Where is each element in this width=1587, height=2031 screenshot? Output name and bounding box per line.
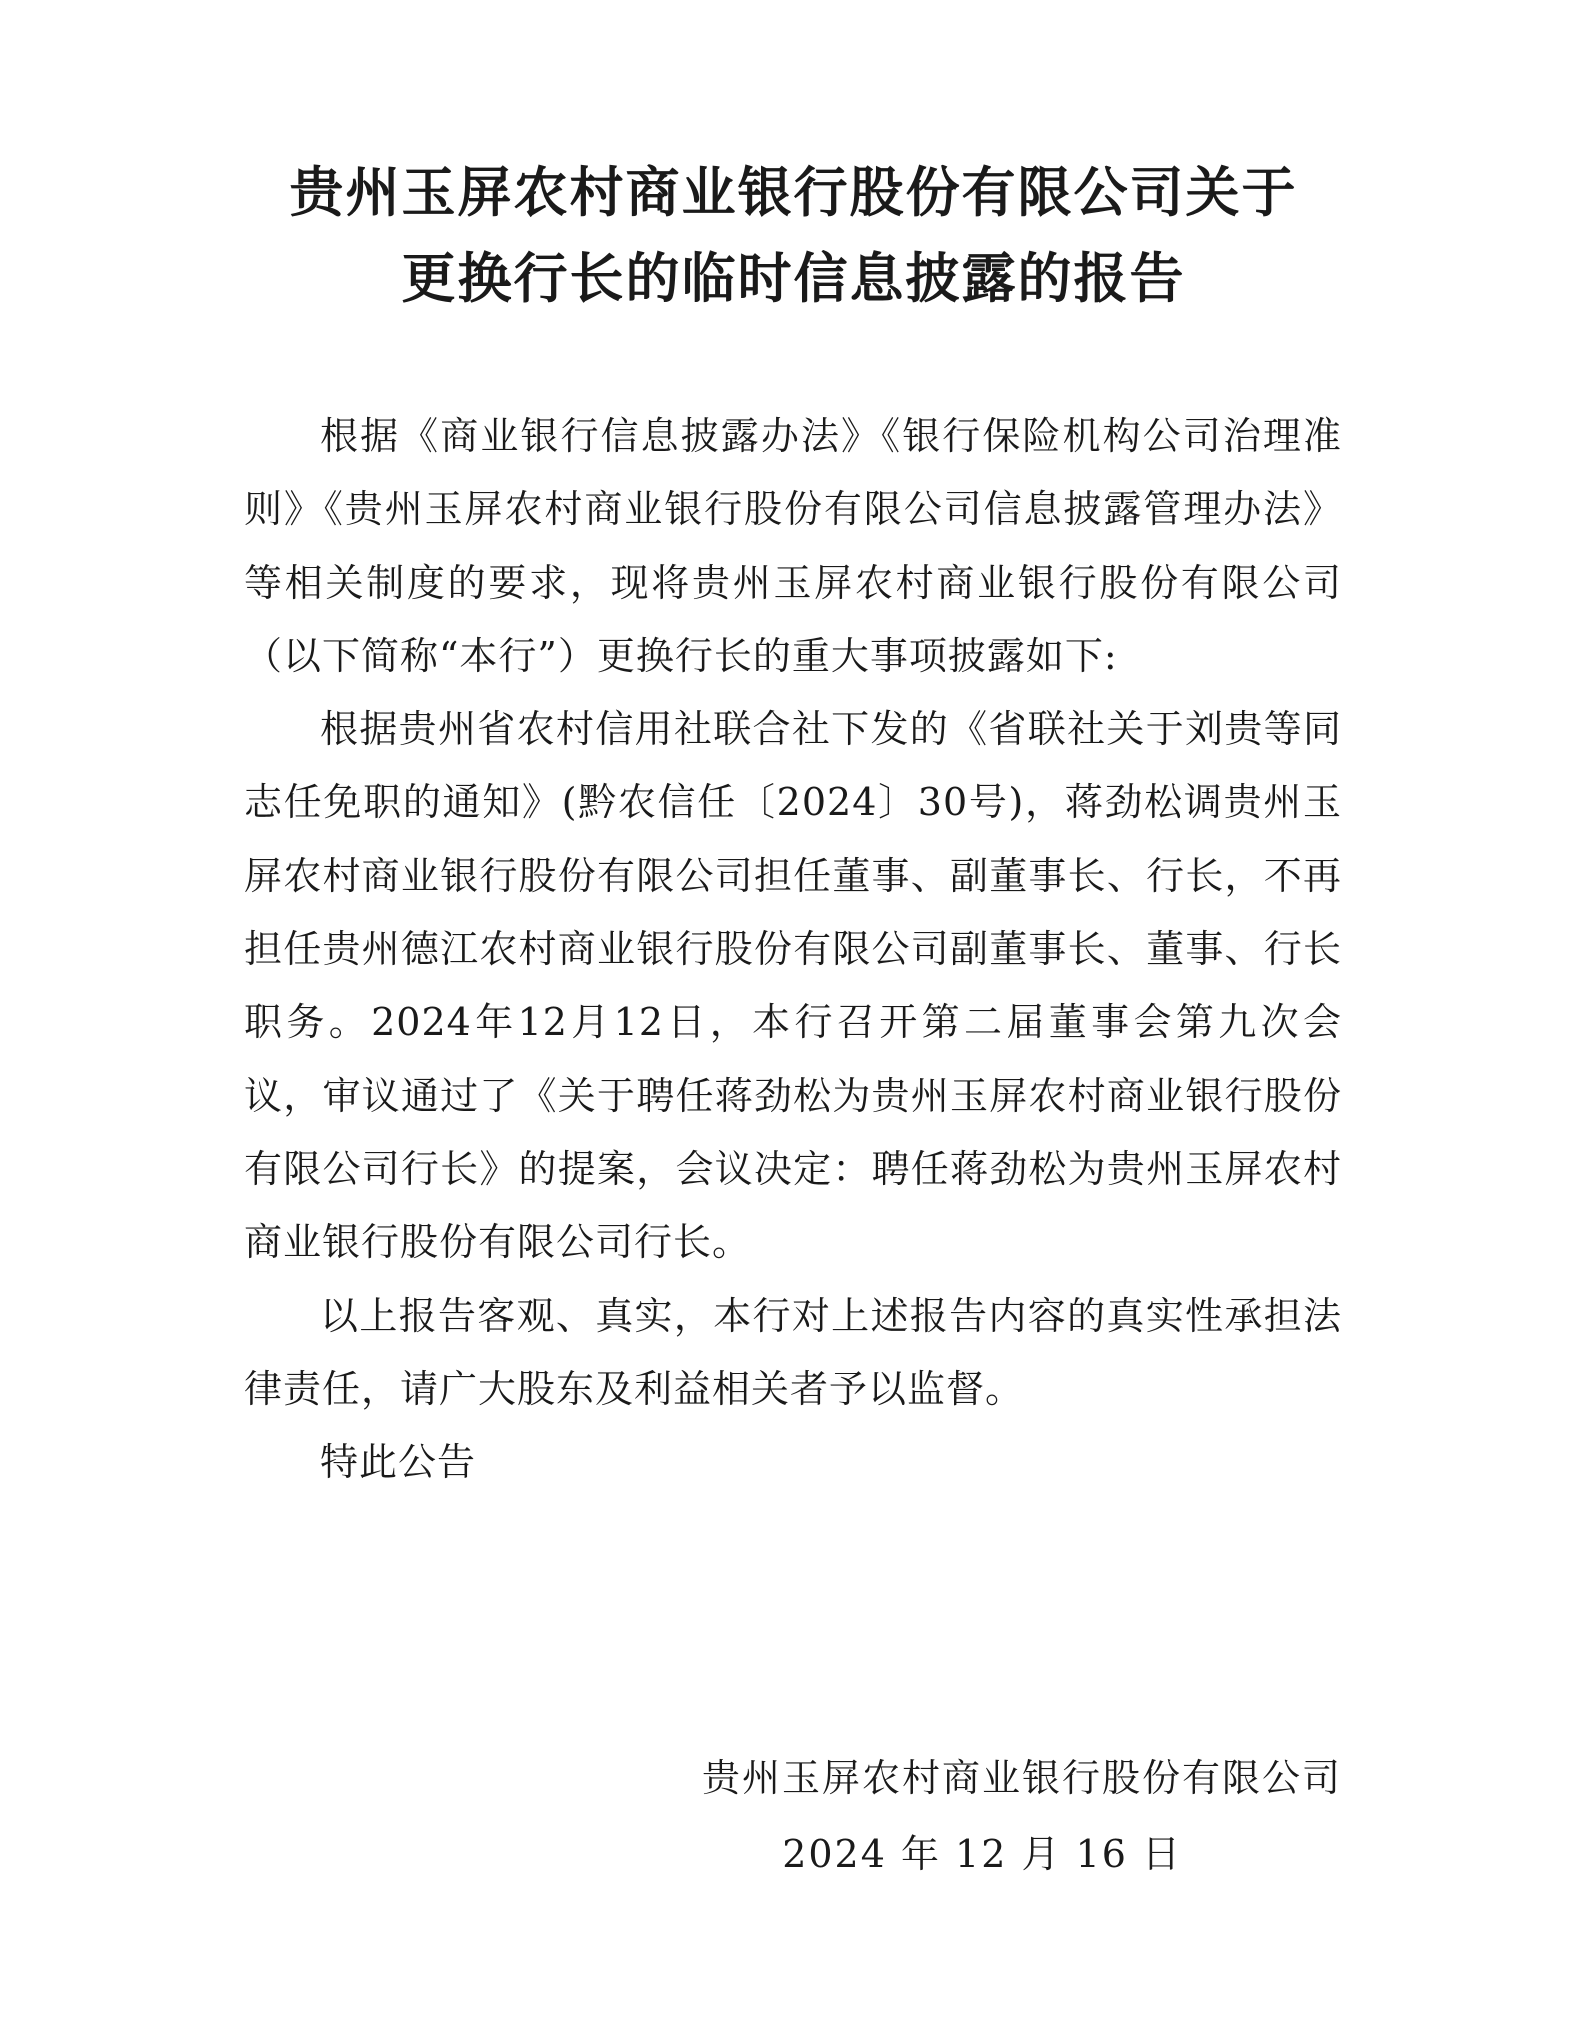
signature-organization: 贵州玉屏农村商业银行股份有限公司 — [701, 1756, 1342, 1800]
paragraph-appointment: 根据贵州省农村信用社联合社下发的《省联社关于刘贵等同志任免职的通知》(黔农信任〔2024〕30号)，蒋劲松调贵州玉屏农村商业银行股份有限公司担任董事、副董事长、行长，不再担任贵州德江农村商业银行股份有限公司副董事长、董事、行长职务。2024年12月12日，本行召开第二届董事会第九次会议，审议通过了《关于聘任蒋劲松为贵州玉屏农村商业银行股份有限公司行长》的提案，会议决定：聘任蒋劲松为贵州玉屏农村商业银行股份有限公司行长。 — [244, 707, 1342, 1265]
document-body — [244, 400, 1342, 1499]
paragraph-basis: 根据《商业银行信息披露办法》《银行保险机构公司治理准则》《贵州玉屏农村商业银行股份有限公司信息披露管理办法》等相关制度的要求，现将贵州玉屏农村商业银行股份有限公司（以下简称“本行”）更换行长的重大事项披露如下: — [244, 414, 1342, 678]
signature-date: 2024 年 12 月 16 日 — [782, 1832, 1182, 1876]
paragraph-closing: 特此公告 — [320, 1440, 477, 1485]
document-title — [200, 150, 1387, 322]
paragraph-responsibility: 以上报告客观、真实，本行对上述报告内容的真实性承担法律责任，请广大股东及利益相关者予以监督。 — [244, 1293, 1342, 1411]
title-line-1: 贵州玉屏农村商业银行股份有限公司关于 — [289, 161, 1298, 224]
signature-block — [702, 1740, 1342, 1892]
title-line-2: 更换行长的临时信息披露的报告 — [401, 247, 1186, 310]
